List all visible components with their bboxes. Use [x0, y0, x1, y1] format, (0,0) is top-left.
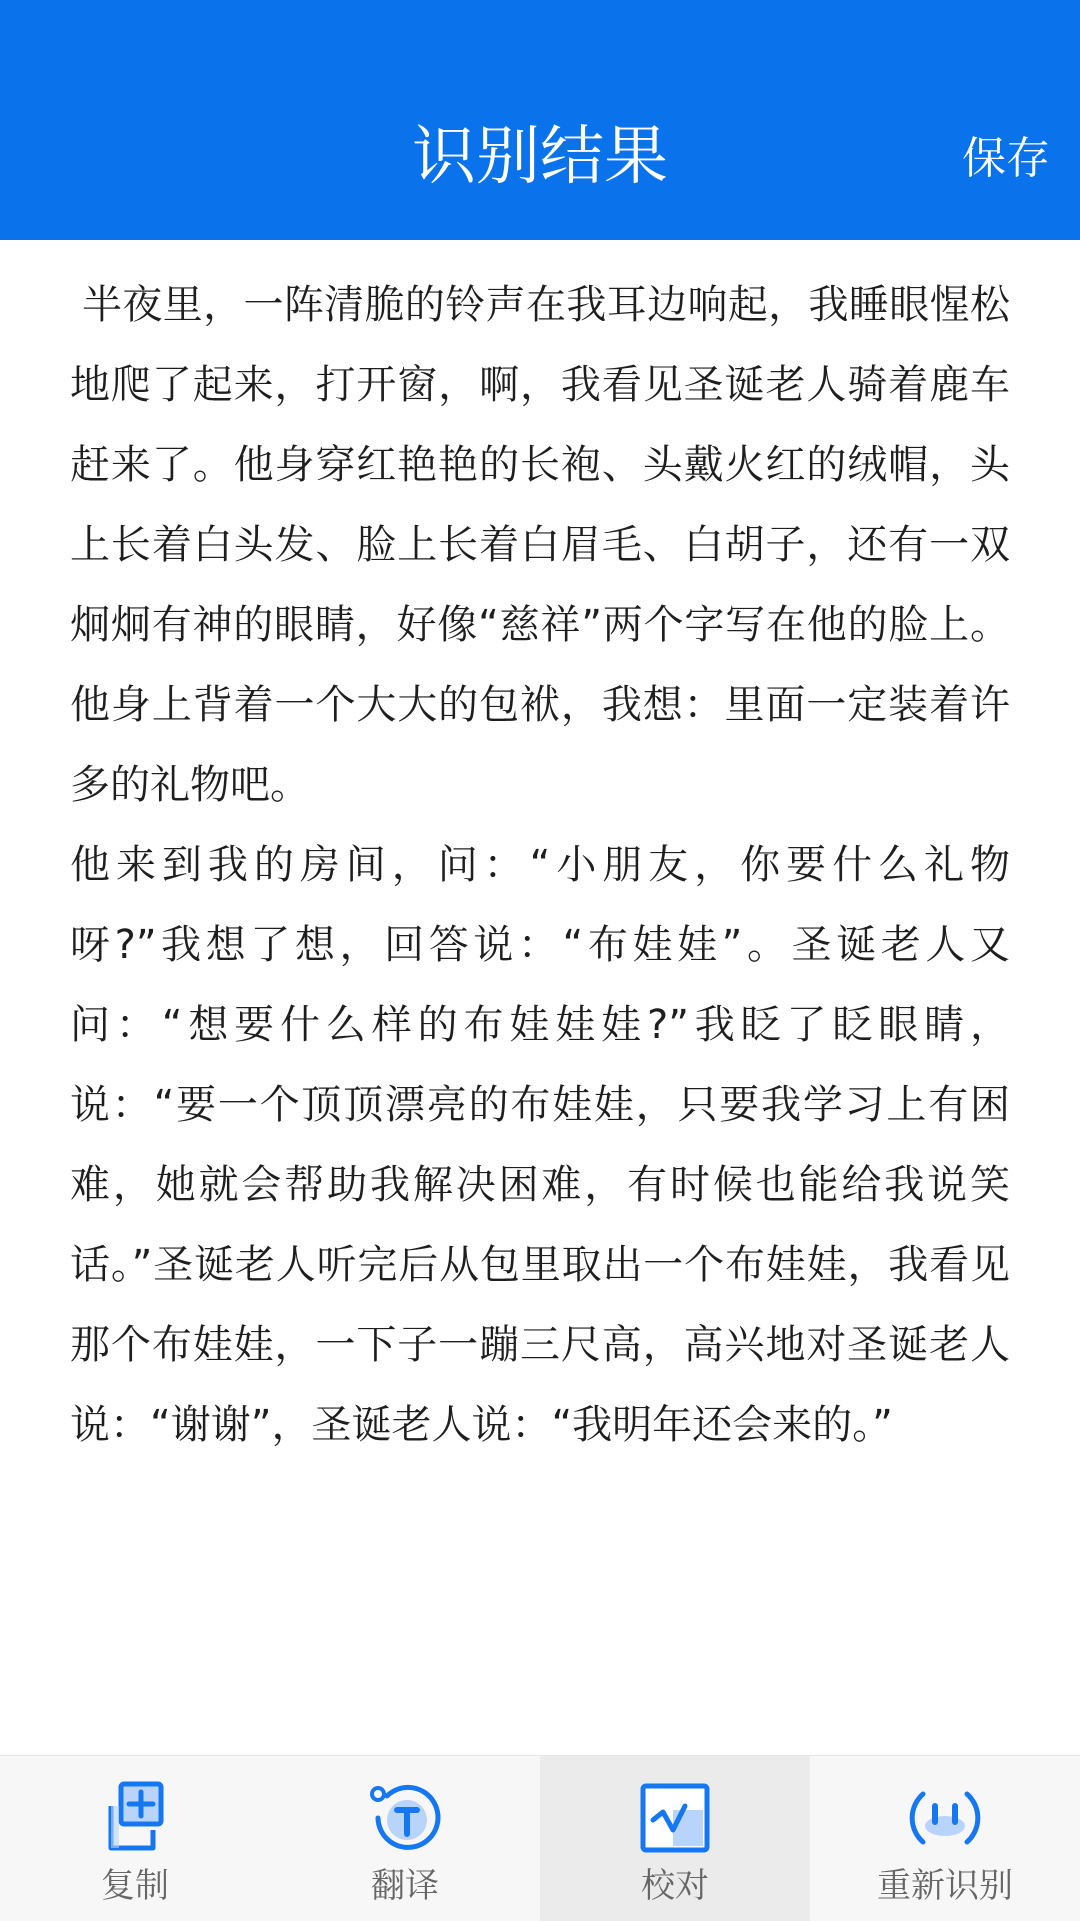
- recognized-text[interactable]: [70, 265, 1010, 1725]
- header-bar: [0, 0, 1080, 240]
- proofread-label: 校对: [641, 1866, 709, 1906]
- translate-button[interactable]: [270, 1756, 540, 1921]
- bottom-toolbar: [0, 1755, 1080, 1921]
- translate-icon: [365, 1778, 445, 1858]
- re-recognize-label: 重新识别: [877, 1866, 1013, 1906]
- proofread-icon: [635, 1778, 715, 1858]
- re-recognize-button[interactable]: [810, 1756, 1080, 1921]
- re-recognize-icon: [905, 1778, 985, 1858]
- proofread-button[interactable]: [540, 1756, 810, 1921]
- translate-label: 翻译: [371, 1866, 439, 1906]
- page-title: 识别结果: [412, 120, 668, 194]
- copy-button[interactable]: [0, 1756, 270, 1921]
- text-paragraph-1: 半夜里，一阵清脆的铃声在我耳边响起，我睡眼惺松地爬了起来，打开窗，啊，我看见圣诞老人骑着鹿车赶来了。他身穿红艳艳的长袍、头戴火红的绒帽，头上长着白头发、脸上长着白眉毛、白胡子，还有一双炯炯有神的眼睛，好像“慈祥”两个字写在他的脸上。他身上背着一个大大的包袱，我想：里面一定装着许多的礼物吧。: [70, 282, 1010, 808]
- copy-label: 复制: [101, 1866, 169, 1906]
- save-button[interactable]: 保存: [962, 133, 1050, 184]
- copy-icon: [95, 1778, 175, 1858]
- text-paragraph-2: 他来到我的房间，问：“小朋友，你要什么礼物呀?”我想了想，回答说：“布娃娃”。圣诞老人又问：“想要什么样的布娃娃娃?”我眨了眨眼睛，说：“要一个顶顶漂亮的布娃娃，只要我学习上有困难，她就会帮助我解决困难，有时候也能给我说笑话。”圣诞老人听完后从包里取出一个布娃娃，我看见那个布娃娃，一下子一蹦三尺高，高兴地对圣诞老人说：“谢谢”，圣诞老人说：“我明年还会来的。”: [70, 842, 1010, 1448]
